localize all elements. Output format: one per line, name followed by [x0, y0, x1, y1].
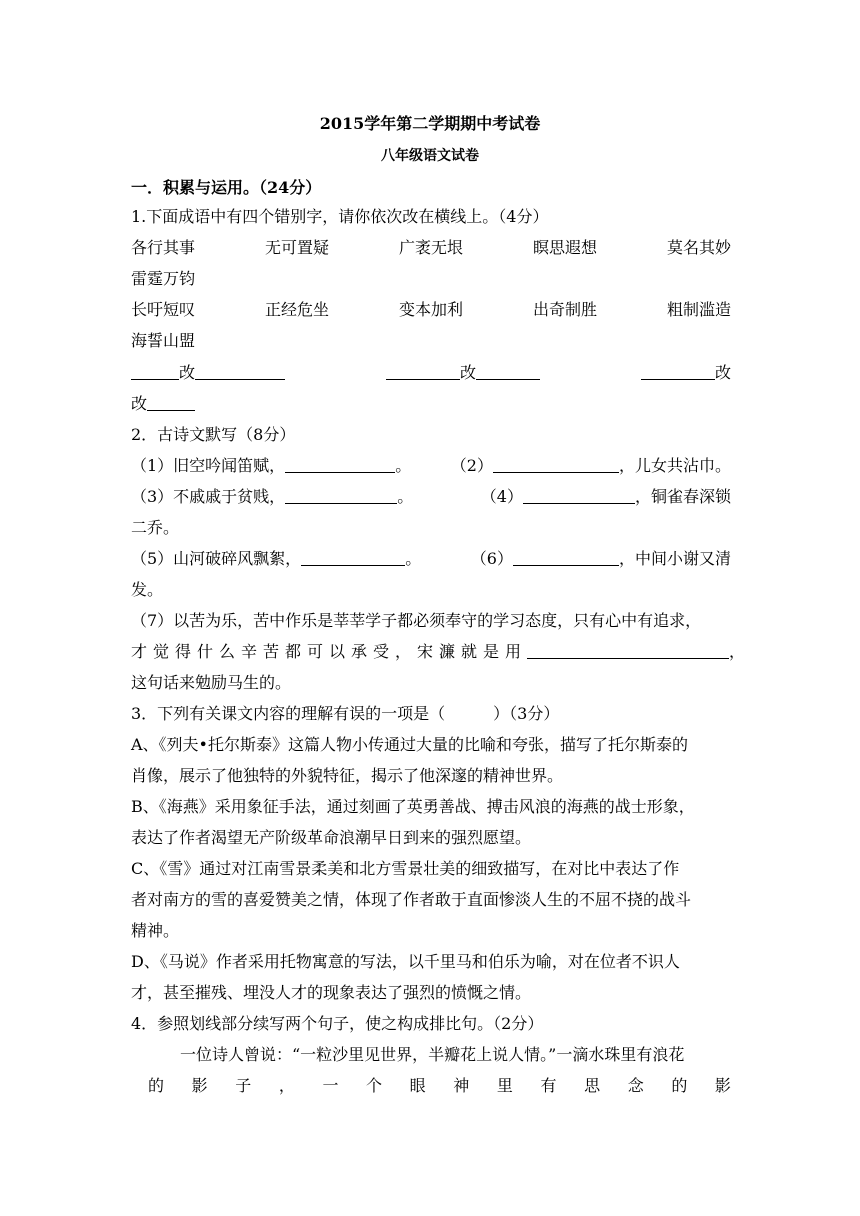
exam-title: 2015学年第二学期期中考试卷: [319, 114, 541, 133]
gai-label: 改: [131, 394, 148, 413]
answer-blank[interactable]: [285, 456, 395, 473]
option-b-line-2: 表达了作者渴望无产阶级革命浪潮早日到来的强烈愿望。: [131, 828, 532, 847]
option-b-line-1: B、《海燕》采用象征手法，通过刻画了英勇善战、搏击风浪的海燕的战士形象，: [131, 797, 695, 816]
poem-row-2: [131, 487, 731, 507]
question-4-passage-line-2: [148, 1076, 731, 1096]
answer-blank[interactable]: [641, 363, 715, 380]
gai-label: 改: [179, 363, 196, 382]
poem-text: 发。: [131, 580, 164, 599]
idiom: 莫名其妙: [666, 238, 731, 257]
idiom: 出奇制胜: [532, 300, 597, 319]
question-2-stem: 2．古诗文默写（8分）: [131, 425, 296, 444]
option-d-line-1: D、《马说》作者采用托物寓意的写法，以千里马和伯乐为喻，对在位者不识人: [131, 952, 680, 971]
char: ，: [278, 1076, 295, 1095]
poem-row-3: [131, 549, 731, 569]
exam-subtitle: 八年级语文试卷: [381, 148, 479, 164]
poem-item-7-line-3: 这句话来勉励马生的。: [131, 673, 292, 692]
gai-label: 改: [459, 363, 476, 382]
char: 有: [540, 1076, 557, 1095]
poem-text: （5）山河破碎风飘絮，: [131, 549, 302, 568]
answer-blank[interactable]: [513, 549, 619, 566]
poem-item-3: [131, 487, 413, 507]
poem-item-4: [481, 487, 731, 507]
correction-row: [131, 363, 731, 383]
idiom-row-2: [131, 300, 731, 320]
section-heading: 一．积累与运用。（24分）: [131, 178, 322, 197]
answer-blank[interactable]: [301, 549, 405, 566]
poem-text: （3）不戚戚于贫贱，: [131, 487, 286, 506]
option-c-line-1: C、《雪》通过对江南雪景柔美和北方雪景壮美的细致描写，在对比中表达了作: [131, 859, 680, 878]
correction-row-wrap: [131, 394, 731, 414]
char: 眼: [409, 1076, 426, 1095]
poem-row-1: [131, 456, 731, 476]
answer-blank[interactable]: [285, 487, 397, 504]
poem-text: 才觉得什么辛苦都可以承受，宋濂就是用: [131, 642, 528, 661]
char: 里: [496, 1076, 513, 1095]
question-4-stem: 4．参照划线部分续写两个句子，使之构成排比句。（2分）: [131, 1014, 544, 1033]
idiom: 长吁短叹: [131, 300, 196, 319]
correction-group: [131, 363, 285, 383]
option-a-line-2: 肖像，展示了他独特的外貌特征，揭示了他深邃的精神世界。: [131, 766, 564, 785]
idiom: 粗制滥造: [666, 300, 731, 319]
option-a-line-1: A、《列夫•托尔斯泰》这篇人物小传通过大量的比喻和夸张，描写了托尔斯泰的: [131, 735, 688, 754]
poem-item-2: [451, 456, 731, 476]
punct: 。: [405, 549, 422, 568]
poem-item-1: [131, 456, 411, 476]
poem-text: ，中间小谢又清: [618, 549, 731, 568]
answer-blank[interactable]: [195, 363, 285, 380]
answer-blank[interactable]: [131, 363, 179, 380]
idiom: 无可置疑: [264, 238, 329, 257]
answer-blank[interactable]: [527, 642, 729, 659]
poem-text: （2）: [450, 456, 493, 475]
punct: ，: [729, 642, 746, 661]
poem-text: ，铜雀春深锁: [634, 487, 731, 506]
correction-group: [386, 363, 540, 383]
option-d-line-2: 才，甚至摧残、埋没人才的现象表达了强烈的愤慨之情。: [131, 983, 532, 1002]
idiom: 海誓山盟: [131, 331, 196, 350]
char: 一: [322, 1076, 339, 1095]
idiom: 广袤无垠: [398, 238, 463, 257]
correction-group: [641, 363, 731, 383]
poem-item-7-line-1: （7）以苦为乐，苦中作乐是莘莘学子都必须奉守的学习态度，只有心中有追求，: [131, 611, 702, 630]
answer-blank[interactable]: [493, 456, 619, 473]
question-1-stem: 1.下面成语中有四个错别字，请你依次改在横线上。（4分）: [131, 207, 549, 226]
poem-text: 二乔。: [131, 518, 180, 537]
char: 神: [453, 1076, 470, 1095]
char: 个: [366, 1076, 383, 1095]
char: 思: [584, 1076, 601, 1095]
poem-text: （6）: [470, 549, 513, 568]
poem-text: （4）: [480, 487, 523, 506]
idiom: 瞑思遐想: [532, 238, 597, 257]
answer-blank[interactable]: [147, 394, 195, 411]
idiom: 雷霆万钧: [131, 269, 196, 288]
char: 念: [627, 1076, 644, 1095]
poem-text: （1）旧空吟闻笛赋，: [131, 456, 286, 475]
punct: 。: [397, 487, 414, 506]
poem-text: [131, 642, 729, 662]
idiom: 变本加利: [398, 300, 463, 319]
question-4-passage-line-1: 一位诗人曾说：“一粒沙里见世界，半瓣花上说人情。”一滴水珠里有浪花: [180, 1045, 685, 1064]
idiom: 各行其事: [131, 238, 196, 257]
poem-item-7-line-2: [131, 642, 746, 662]
poem-item-5: [131, 549, 421, 569]
idiom: 正经危坐: [264, 300, 329, 319]
answer-blank[interactable]: [523, 487, 635, 504]
char: 的: [148, 1076, 165, 1095]
gai-label: 改: [714, 363, 731, 382]
poem-item-6: [471, 549, 731, 569]
option-c-line-2: 者对南方的雪的喜爱赞美之情，体现了作者敢于直面惨淡人生的不屈不挠的战斗: [131, 890, 692, 909]
idiom-row-1: [131, 238, 731, 258]
char: 子: [235, 1076, 252, 1095]
poem-text: ，儿女共沾巾。: [618, 456, 731, 475]
punct: 。: [395, 456, 412, 475]
option-c-line-3: 精神。: [131, 921, 180, 940]
answer-blank[interactable]: [476, 363, 540, 380]
char: 的: [671, 1076, 688, 1095]
char: 影: [714, 1076, 731, 1095]
char: 影: [191, 1076, 208, 1095]
question-3-stem: 3．下列有关课文内容的理解有误的一项是（ ）（3分）: [131, 704, 560, 723]
answer-blank[interactable]: [386, 363, 460, 380]
